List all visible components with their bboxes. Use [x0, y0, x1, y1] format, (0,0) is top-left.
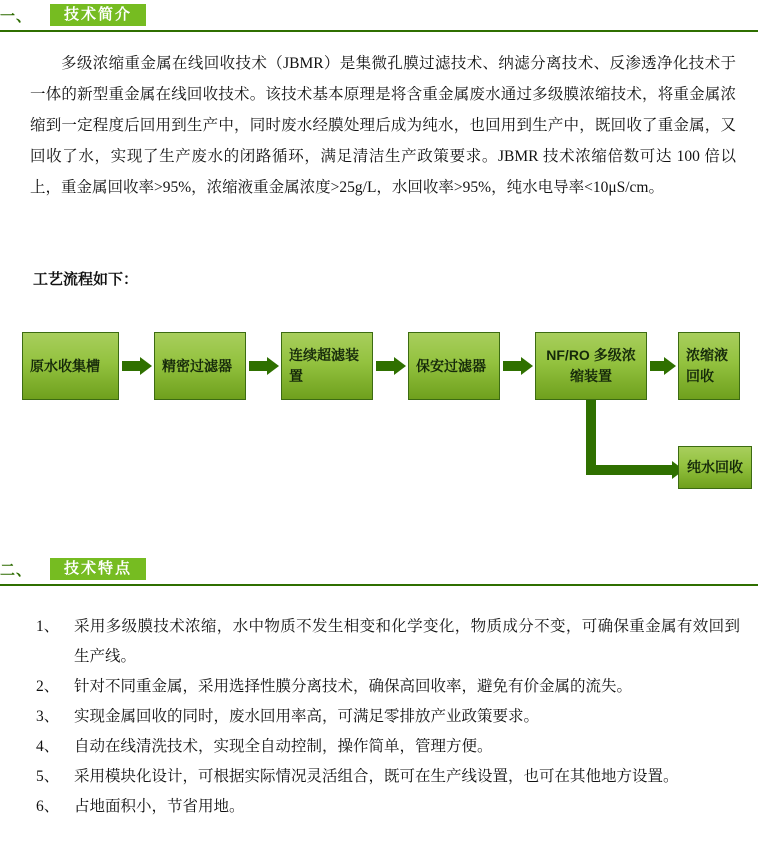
section-heading-2: [0, 558, 146, 580]
flow-node-security-filter-label: 保安过滤器: [416, 357, 486, 374]
flow-node-continuous-uf: [281, 332, 373, 400]
list-item-index: 4、: [36, 738, 60, 755]
intro-paragraph: 多级浓缩重金属在线回收技术（JBMR）是集微孔膜过滤技术、纳滤分离技术、反渗透净化技术于一体的新型重金属在线回收技术。该技术基本原理是将含重金属废水通过多级膜浓缩技术，将重金属浓缩到一定程度后回用到生产中，同时废水经膜处理后成为纯水，也回用到生产中，既回收了重金属，又回收了水，实现了生产废水的闭路循环，满足清洁生产政策要求。JBMR 技术浓缩倍数可达 100 倍以上，重金属回收率>95%，浓缩液重金属浓度>25g/L，水回收率>95%，纯水电导率<10μS/cm。: [30, 55, 736, 196]
flow-elbow-vertical: [586, 400, 596, 475]
flow-arrow-2-shaft: [249, 361, 267, 371]
list-item: [30, 612, 740, 672]
flow-node-nf-ro-concentrator: [535, 332, 647, 400]
list-item-text: 自动在线清洗技术，实现全自动控制，操作简单，管理方便。: [74, 738, 493, 755]
list-item-index: 3、: [36, 708, 60, 725]
flow-elbow-horizontal: [586, 465, 673, 475]
flow-arrow-5-head: [664, 357, 676, 375]
flow-node-fine-filter-label: 精密过滤器: [162, 357, 232, 374]
section-heading-1: [0, 4, 146, 26]
flow-node-continuous-uf-label: 连续超滤装置: [289, 347, 359, 384]
list-item-text: 占地面积小，节省用地。: [74, 798, 245, 815]
list-item-text: 采用模块化设计，可根据实际情况灵活组合，既可在生产线设置，也可在其他地方设置。: [74, 768, 679, 785]
list-item: [30, 672, 740, 702]
flow-node-raw-water-tank-label: 原水收集槽: [30, 357, 100, 374]
list-item-text: 实现金属回收的同时，废水回用率高，可满足零排放产业政策要求。: [74, 708, 540, 725]
list-item-index: 6、: [36, 798, 60, 815]
list-item-index: 1、: [36, 618, 60, 635]
flow-node-concentrate-recovery: [678, 332, 740, 400]
flow-node-pure-water-recovery: [678, 446, 752, 489]
list-item-index: 5、: [36, 768, 60, 785]
flow-arrow-1-head: [140, 357, 152, 375]
section-1-number: 一、: [0, 7, 33, 25]
flow-node-fine-filter: [154, 332, 246, 400]
section-2-title: 技术特点: [50, 558, 146, 580]
section-2-divider: [0, 584, 758, 586]
process-flow-diagram: [0, 315, 758, 520]
list-item: [30, 792, 740, 822]
flow-arrow-5-shaft: [650, 361, 664, 371]
flow-arrow-2-head: [267, 357, 279, 375]
flow-node-security-filter: [408, 332, 500, 400]
feature-list: [30, 612, 740, 822]
list-item: [30, 762, 740, 792]
list-item-index: 2、: [36, 678, 60, 695]
flow-node-nf-ro-concentrator-label: NF/RO 多级浓缩装置: [546, 347, 636, 384]
section-1-divider: [0, 30, 758, 32]
flow-arrow-3-shaft: [376, 361, 394, 371]
flow-node-pure-water-recovery-label: 纯水回收: [687, 459, 743, 475]
list-item: [30, 732, 740, 762]
flow-arrow-4-shaft: [503, 361, 521, 371]
flow-label: 工艺流程如下：: [33, 271, 139, 288]
flow-node-concentrate-recovery-label: 浓缩液回收: [686, 347, 728, 384]
flow-node-raw-water-tank: [22, 332, 119, 400]
list-item-text: 针对不同重金属，采用选择性膜分离技术，确保高回收率，避免有价金属的流失。: [74, 678, 633, 695]
flow-arrow-4-head: [521, 357, 533, 375]
list-item: [30, 702, 740, 732]
flow-arrow-3-head: [394, 357, 406, 375]
flow-arrow-1-shaft: [122, 361, 140, 371]
section-2-number: 二、: [0, 561, 33, 579]
list-item-text: 采用多级膜技术浓缩，水中物质不发生相变和化学变化，物质成分不变，可确保重金属有效回到生产线。: [74, 618, 740, 665]
section-1-title: 技术简介: [50, 4, 146, 26]
